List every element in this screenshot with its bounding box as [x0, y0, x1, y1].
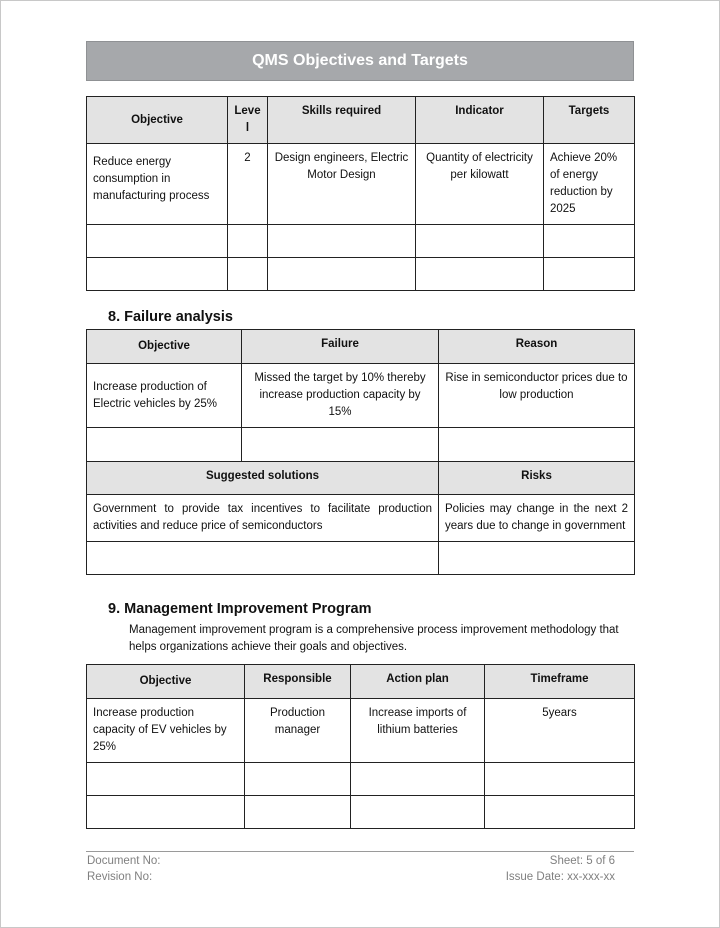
table-cell: Achieve 20% of energy reduction by 2025: [544, 144, 635, 225]
table-cell: Policies may change in the next 2 years due to change in government: [439, 495, 635, 542]
col-header-timeframe: Timeframe: [485, 665, 635, 699]
table-cell: [268, 225, 416, 258]
col-header-responsible: Responsible: [245, 665, 351, 699]
table-cell: [416, 258, 544, 291]
table-cell: [268, 258, 416, 291]
table-cell: [87, 542, 439, 575]
col-header-suggested-solutions: Suggested solutions: [87, 462, 439, 495]
management-improvement-description: Management improvement program is a comprehensive process improvement methodology that helps organizations achieve their goals and objectives.: [129, 624, 619, 653]
table-cell: [87, 428, 242, 462]
col-header-reason: Reason: [439, 330, 635, 364]
table-cell: 2: [228, 144, 268, 225]
table-cell: [245, 763, 351, 796]
table-row: [87, 364, 635, 428]
table-cell: [485, 796, 635, 829]
page-title: QMS Objectives and Targets: [252, 52, 468, 69]
table-row: [87, 144, 635, 225]
col-header-targets: Targets: [544, 97, 635, 144]
table-cell: [87, 258, 228, 291]
col-header-skills: Skills required: [268, 97, 416, 144]
footer-divider: [86, 851, 634, 852]
sheet-number: Sheet: 5 of 6: [549, 855, 615, 867]
table-cell: [87, 763, 245, 796]
table-cell: [416, 225, 544, 258]
table-cell: [544, 225, 635, 258]
col-header-action-plan: Action plan: [351, 665, 485, 699]
table-cell: Increase imports of lithium batteries: [351, 699, 485, 763]
table-header-row: [87, 97, 635, 144]
footer-left: [87, 853, 161, 885]
table-cell: Reduce energy consumption in manufacturing process: [87, 144, 228, 225]
table-cell: [439, 428, 635, 462]
table-cell: Missed the target by 10% thereby increase production capacity by 15%: [242, 364, 439, 428]
table-cell: [242, 428, 439, 462]
table-cell: [351, 796, 485, 829]
management-improvement-table: [86, 664, 635, 829]
col-header-risks: Risks: [439, 462, 635, 495]
failure-analysis-table: [86, 329, 635, 575]
col-header-objective: Objective: [87, 330, 242, 364]
col-header-indicator: Indicator: [416, 97, 544, 144]
table-row: [87, 225, 635, 258]
table-cell: Increase production capacity of EV vehicles by 25%: [87, 699, 245, 763]
table-cell: [87, 796, 245, 829]
table-cell: Rise in semiconductor prices due to low production: [439, 364, 635, 428]
table-cell: Increase production of Electric vehicles by 25%: [87, 364, 242, 428]
page-title-banner: [86, 41, 634, 81]
table-cell: [544, 258, 635, 291]
table-cell: [439, 542, 635, 575]
table-row: [87, 428, 635, 462]
table-row: [87, 542, 635, 575]
col-header-objective: Objective: [87, 665, 245, 699]
col-header-objective: Objective: [87, 97, 228, 144]
table-cell: [228, 258, 268, 291]
table-row: [87, 763, 635, 796]
table-cell: [228, 225, 268, 258]
qms-objectives-table: [86, 96, 635, 291]
table-row: [87, 699, 635, 763]
table-cell: Production manager: [245, 699, 351, 763]
table-cell: 5years: [485, 699, 635, 763]
issue-date: Issue Date: xx-xxx-xx: [505, 871, 615, 883]
document-number: Document No:: [87, 855, 161, 867]
table-cell: [351, 763, 485, 796]
footer-right: [506, 853, 615, 885]
table-row: [87, 796, 635, 829]
table-header-row: [87, 665, 635, 699]
table-cell: Quantity of electricity per kilowatt: [416, 144, 544, 225]
failure-analysis-heading: 8. Failure analysis: [108, 309, 233, 325]
col-header-level: Level: [228, 97, 268, 144]
table-row: [87, 495, 635, 542]
table-cell: Government to provide tax incentives to facilitate production activities and reduce price of semiconductors: [87, 495, 439, 542]
table-row: [87, 258, 635, 291]
table-cell: Design engineers, Electric Motor Design: [268, 144, 416, 225]
table-cell: [485, 763, 635, 796]
revision-number: Revision No:: [87, 871, 153, 883]
table-cell: [245, 796, 351, 829]
col-header-failure: Failure: [242, 330, 439, 364]
table-header-row: [87, 462, 635, 495]
management-improvement-heading: 9. Management Improvement Program: [108, 601, 372, 617]
table-header-row: [87, 330, 635, 364]
table-cell: [87, 225, 228, 258]
